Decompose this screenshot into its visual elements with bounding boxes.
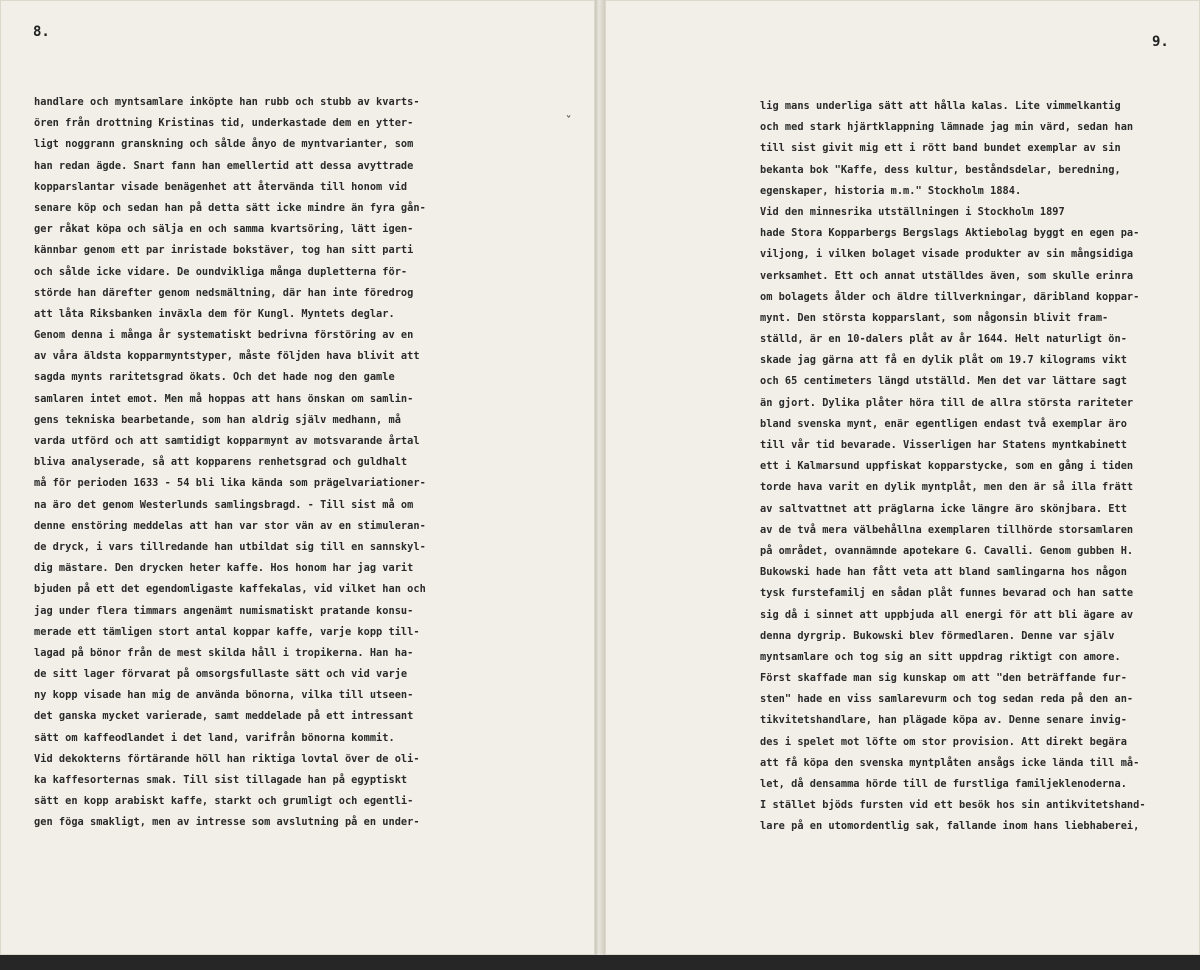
- text-line: kännbar genom ett par inristade bokstäver, tog han sitt parti: [34, 244, 414, 257]
- text-line: må för perioden 1633 - 54 bli lika kända som prägelvariationer-: [34, 477, 426, 490]
- text-line: till vår tid bevarade. Visserligen har Statens myntkabinett: [760, 439, 1127, 451]
- text-line: lagad på bönor från de mest skilda håll i tropikerna. Han ha-: [34, 646, 414, 659]
- text-line: Först skaffade man sig kunskap om att "den beträffande fur-: [760, 672, 1127, 685]
- text-line: Genom denna i många år systematiskt bedrivna förstöring av en: [34, 329, 414, 342]
- text-line: bekanta bok "Kaffe, dess kultur, beståndsdelar, beredning,: [760, 163, 1121, 176]
- text-line: till sist givit mig ett i rött band bundet exemplar av sin: [760, 142, 1121, 155]
- text-line: skade jag gärna att få en dylik plåt om 19.7 kilograms vikt: [760, 354, 1127, 367]
- text-line: sig då i sinnet att uppbjuda all energi för att bli ägare av: [760, 608, 1134, 621]
- text-line: ny kopp visade han mig de använda bönorna, vilka till utseen-: [34, 689, 414, 702]
- text-line: och 65 centimeters längd utställd. Men det var lättare sagt: [760, 375, 1127, 388]
- text-line: de dryck, i vars tillredande han utbildat sig till en sannskyl-: [34, 540, 426, 553]
- text-line: och sålde icke vidare. De oundvikliga många dupletterna för-: [34, 265, 408, 278]
- text-line: ställd, är en 10-dalers plåt av år 1644. Helt naturligt ön-: [760, 333, 1127, 346]
- text-line: tikvitetshandlare, han plägade köpa av. Denne senare invig-: [760, 714, 1127, 727]
- text-line: torde hava varit en dylik myntplåt, men den är så illa frätt: [760, 481, 1134, 494]
- text-line: egenskaper, historia m.m." Stockholm 1884.: [760, 184, 1022, 197]
- text-line: störde han därefter genom nedsmältning, där han inte föredrog: [34, 286, 414, 299]
- text-line: I stället bjöds fursten vid ett besök hos sin antikvitetshand-: [760, 799, 1146, 812]
- left-page-number: 8.: [33, 24, 50, 40]
- text-line: om bolagets ålder och äldre tillverkningar, däribland koppar-: [760, 290, 1140, 303]
- text-line: bjuden på ett det egendomligaste kaffekalas, vid vilket han och: [34, 583, 426, 596]
- text-line: de sitt lager förvarat på omsorgsfullaste sätt och vid varje: [34, 668, 408, 681]
- text-line: na äro det genom Westerlunds samlingsbragd. - Till sist må om: [34, 498, 414, 511]
- book-gutter: [595, 0, 605, 955]
- text-line: myntsamlare och tog sig an sitt uppdrag riktigt con amore.: [760, 650, 1121, 663]
- text-line: handlare och myntsamlare inköpte han rubb och stubb av kvarts-: [34, 96, 420, 108]
- text-line: sätt om kaffeodlandet i det land, varifrån bönorna kommit.: [34, 731, 395, 744]
- text-line: på området, ovannämnde apotekare G. Cavalli. Genom gubben H.: [760, 544, 1134, 557]
- text-line: let, då densamma hörde till de furstliga familjeklenoderna.: [760, 778, 1127, 790]
- text-line: denne enstöring meddelas att han var stor vän av en stimuleran-: [34, 519, 426, 532]
- right-page-number: 9.: [1152, 34, 1169, 50]
- text-line: sätt en kopp arabiskt kaffe, starkt och grumligt och egentli-: [34, 795, 414, 808]
- text-line: dig mästare. Den drycken heter kaffe. Hos honom har jag varit: [34, 562, 414, 575]
- right-page-text: [760, 96, 1170, 838]
- text-line: samlaren intet emot. Men må hoppas att hans önskan om samlin-: [34, 392, 414, 405]
- text-line: denna dyrgrip. Bukowski blev förmedlaren. Denne var själv: [760, 629, 1115, 642]
- text-line: verksamhet. Ett och annat utställdes även, som skulle erinra: [760, 269, 1134, 282]
- text-line: kopparslantar visade benägenhet att återvända till honom vid: [34, 180, 408, 193]
- text-line: Vid den minnesrika utställningen i Stockholm 1897: [760, 205, 1065, 218]
- text-line: bliva analyserade, så att kopparens renhetsgrad och guldhalt: [34, 456, 408, 469]
- text-line: mynt. Den största kopparslant, som någonsin blivit fram-: [760, 311, 1109, 324]
- text-line: Vid dekokterns förtärande höll han riktiga lovtal över de oli-: [34, 752, 420, 765]
- text-line: viljong, i vilken bolaget visade produkter av sin mångsidiga: [760, 248, 1134, 261]
- text-line: av våra äldsta kopparmyntstyper, måste följden hava blivit att: [34, 350, 420, 363]
- text-line: des i spelet mot löfte om stor provision. Att direkt begära: [760, 735, 1127, 748]
- left-page-text: [34, 92, 464, 834]
- text-line: lig mans underliga sätt att hålla kalas. Lite vimmelkantig: [760, 100, 1121, 112]
- text-line: av saltvattnet att präglarna icke längre äro skönjbara. Ett: [760, 502, 1127, 515]
- margin-mark: ˇ: [565, 114, 573, 128]
- text-line: merade ett tämligen stort antal koppar kaffe, varje kopp till-: [34, 625, 420, 638]
- text-line: sagda mynts raritetsgrad ökats. Och det hade nog den gamle: [34, 371, 395, 384]
- text-line: gens tekniska bearbetande, som han aldrig själv medhann, må: [34, 413, 401, 426]
- text-line: jag under flera timmars angenämt numismatiskt pratande konsu-: [34, 604, 414, 617]
- text-line: ger råkat köpa och sälja en och samma kvartsöring, lätt igen-: [34, 223, 414, 236]
- text-line: sten" hade en viss samlarevurm och tog sedan reda på den an-: [760, 693, 1134, 706]
- text-line: lare på en utomordentlig sak, fallande inom hans liebhaberei,: [760, 820, 1140, 833]
- text-line: än gjort. Dylika plåter höra till de allra största rariteter: [760, 396, 1134, 409]
- text-line: att låta Riksbanken inväxla dem för Kungl. Myntets deglar.: [34, 307, 395, 320]
- text-line: det ganska mycket varierade, samt meddelade på ett intressant: [34, 710, 414, 723]
- text-line: av de två mera välbehållna exemplaren tillhörde storsamlaren: [760, 523, 1134, 536]
- text-line: bland svenska mynt, enär egentligen endast två exemplar äro: [760, 417, 1127, 430]
- text-line: ka kaffesorternas smak. Till sist tillagade han på egyptiskt: [34, 774, 408, 786]
- text-line: ligt noggrann granskning och sålde ånyo de myntvarianter, som: [34, 138, 414, 151]
- text-line: och med stark hjärtklappning lämnade jag min värd, sedan han: [760, 121, 1134, 134]
- text-line: varda utförd och att samtidigt kopparmynt av motsvarande årtal: [34, 435, 420, 447]
- text-line: hade Stora Kopparbergs Bergslags Aktiebolag byggt en egen pa-: [760, 227, 1140, 240]
- text-line: ören från drottning Kristinas tid, underkastade dem en ytter-: [34, 117, 414, 130]
- text-line: senare köp och sedan han på detta sätt icke mindre än fyra gån-: [34, 201, 426, 214]
- text-line: ett i Kalmarsund uppfiskat kopparstycke, som en gång i tiden: [760, 460, 1134, 473]
- text-line: att få köpa den svenska myntplåten ansågs icke lända till må-: [760, 756, 1140, 769]
- text-line: tysk furstefamilj en sådan plåt funnes bevarad och han satte: [760, 587, 1134, 600]
- text-line: han redan ägde. Snart fann han emellertid att dessa avyttrade: [34, 159, 414, 172]
- text-line: Bukowski hade han fått veta att bland samlingarna hos någon: [760, 566, 1127, 579]
- text-line: gen föga smakligt, men av intresse som avslutning på en under-: [34, 816, 420, 829]
